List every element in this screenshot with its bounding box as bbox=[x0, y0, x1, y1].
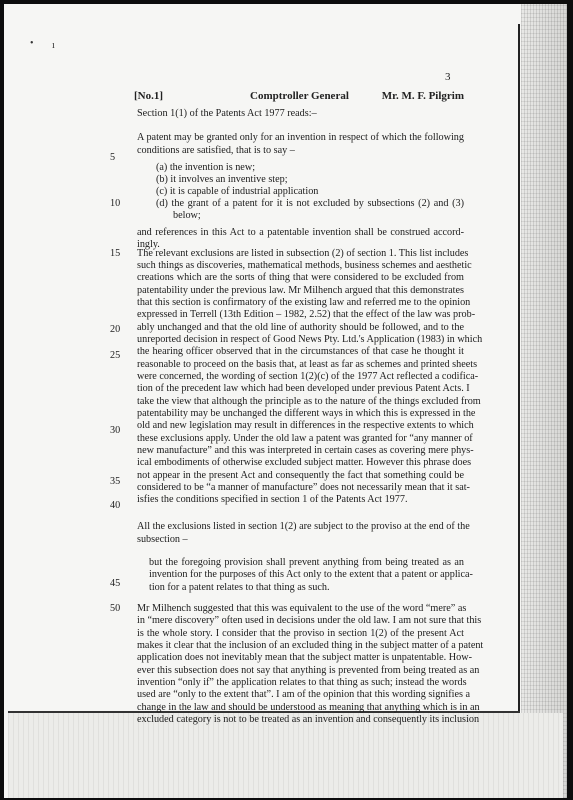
quote-line: tion for a patent relates to that thing as such. bbox=[149, 582, 330, 593]
text-line: makes it clear that the inclusion of an excluded thing in the subject matter of a patent bbox=[137, 640, 484, 651]
decision-body: Comptroller General bbox=[250, 90, 349, 102]
text-line: creations which are the sorts of thing that were considered to be excluded from bbox=[137, 272, 464, 283]
list-item-d-cont: below; bbox=[173, 210, 201, 221]
line-number: 35 bbox=[110, 476, 121, 487]
text-line: were concerned, the wording of section 1(2)(c) of the 1977 Act reflected a codifica- bbox=[137, 371, 479, 382]
text-line: tion of the precedent law which had been developed under previous Patent Acts. I bbox=[137, 383, 470, 394]
text-line: and references in this Act to a patentable invention shall be construed accord- bbox=[137, 227, 464, 238]
text-line: such things as discoveries, mathematical methods, business schemes and aesthetic bbox=[137, 260, 472, 271]
case-number: [No.1] bbox=[134, 90, 164, 102]
text-line: these exclusions apply. Under the old law a patent was granted for “any manner of bbox=[137, 433, 473, 444]
text-line: considered to be “a manner of manufacture” does not necessarily mean that it sat- bbox=[137, 482, 470, 493]
text-line: expressed in Terrell (13th Edition – 1982, 2.52) that the effect of the law was prob- bbox=[137, 309, 476, 320]
text-line: ingly. bbox=[137, 239, 160, 250]
text-line: reasonable to proceed on the basis that, at least as far as schemes and printed sheets bbox=[137, 359, 478, 370]
text-line: old and new legislation may result in differences in the respective extents to which bbox=[137, 420, 474, 431]
text-line: unreported decision in respect of Good News Pty. Ltd.'s Application (1983) in which bbox=[137, 334, 483, 345]
scan-margin-texture bbox=[521, 4, 567, 798]
line-number: 50 bbox=[110, 603, 121, 614]
line-number: 25 bbox=[110, 350, 121, 361]
text-line: excluded category is not to be treated as an invention and consequently its inclusion bbox=[137, 714, 480, 725]
text-line: that this section is confirmatory of the existing law and referred me to the opinion bbox=[137, 297, 471, 308]
text-line: the hearing officer observed that in the circumstances of that case he thought it bbox=[137, 346, 464, 357]
quote-line: but the foregoing provision shall prevent anything from being treated as an bbox=[149, 557, 464, 568]
list-item-d: (d) the grant of a patent for it is not excluded by subsections (2) and (3) bbox=[156, 198, 464, 209]
text-line: A patent may be granted only for an invention in respect of which the following bbox=[137, 132, 464, 143]
list-item-c: (c) it is capable of industrial application bbox=[156, 186, 319, 197]
text-line: ably unchanged and that the old line of authority should be followed, and to the bbox=[137, 322, 464, 333]
scanned-page bbox=[4, 4, 567, 798]
line-number: 30 bbox=[110, 425, 121, 436]
margin-dot: • bbox=[30, 38, 34, 49]
text-line: change in the law and should be understood as meaning that anything which is in an bbox=[137, 702, 480, 713]
text-line: ever this subsection does not say that anything is prevented from being treated as an bbox=[137, 665, 480, 676]
text-line: new manufacture” and this was interpreted in certain cases as covering mere phys- bbox=[137, 445, 474, 456]
line-number: 10 bbox=[110, 198, 121, 209]
text-line: Section 1(1) of the Patents Act 1977 reads:– bbox=[137, 108, 317, 119]
text-line: patentability under the previous law. Mr Milhench argued that this demonstrates bbox=[137, 285, 464, 296]
line-number: 15 bbox=[110, 248, 121, 259]
text-line: is the whole story. I consider that the proviso in section 1(2) of the present Act bbox=[137, 628, 464, 639]
text-line: take the view that although the principle as to the nature of the things excluded from bbox=[137, 396, 481, 407]
text-line: patentability may be unchanged the different ways in which this is expressed in the bbox=[137, 408, 476, 419]
text-line: application does not inevitably mean that the subject matter is unpatentable. How- bbox=[137, 652, 472, 663]
text-line: ical embodiments of otherwise excluded subject matter. However this phrase does bbox=[137, 457, 472, 468]
text-line: invention “only if” the application relates to that thing as such; instead the words bbox=[137, 677, 467, 688]
text-line: conditions are satisfied, that is to say – bbox=[137, 145, 295, 156]
page-number: 3 bbox=[445, 71, 451, 83]
text-line: All the exclusions listed in section 1(2) are subject to the proviso at the end of the bbox=[137, 521, 470, 532]
line-number: 40 bbox=[110, 500, 121, 511]
line-number: 20 bbox=[110, 324, 121, 335]
text-line: The relevant exclusions are listed in subsection (2) of section 1. This list includes bbox=[137, 248, 469, 259]
line-number: 45 bbox=[110, 578, 121, 589]
text-line: in “mere discovery” often used in decisions under the old law. I am not sure that this bbox=[137, 615, 482, 626]
list-item-b: (b) it involves an inventive step; bbox=[156, 174, 288, 185]
text-line: isfies the conditions specified in section 1 of the Patents Act 1977. bbox=[137, 494, 408, 505]
running-head bbox=[134, 90, 464, 104]
page-edge-right bbox=[518, 24, 520, 714]
text-line: subsection – bbox=[137, 534, 188, 545]
line-number: 5 bbox=[110, 152, 116, 163]
quote-line: invention for the purposes of this Act only to the extent that a patent or applica- bbox=[149, 569, 473, 580]
text-line: used are “only to the extent that”. I am of the opinion that this wording signifies a bbox=[137, 689, 470, 700]
text-line: Mr Milhench suggested that this was equivalent to the use of the word “mere” as bbox=[137, 603, 467, 614]
text-line: not appear in the present Act and consequently the fact that something could be bbox=[137, 470, 464, 481]
list-item-a: (a) the invention is new; bbox=[156, 162, 256, 173]
hearing-officer: Mr. M. F. Pilgrim bbox=[381, 90, 464, 102]
margin-tick: ı bbox=[52, 40, 55, 51]
